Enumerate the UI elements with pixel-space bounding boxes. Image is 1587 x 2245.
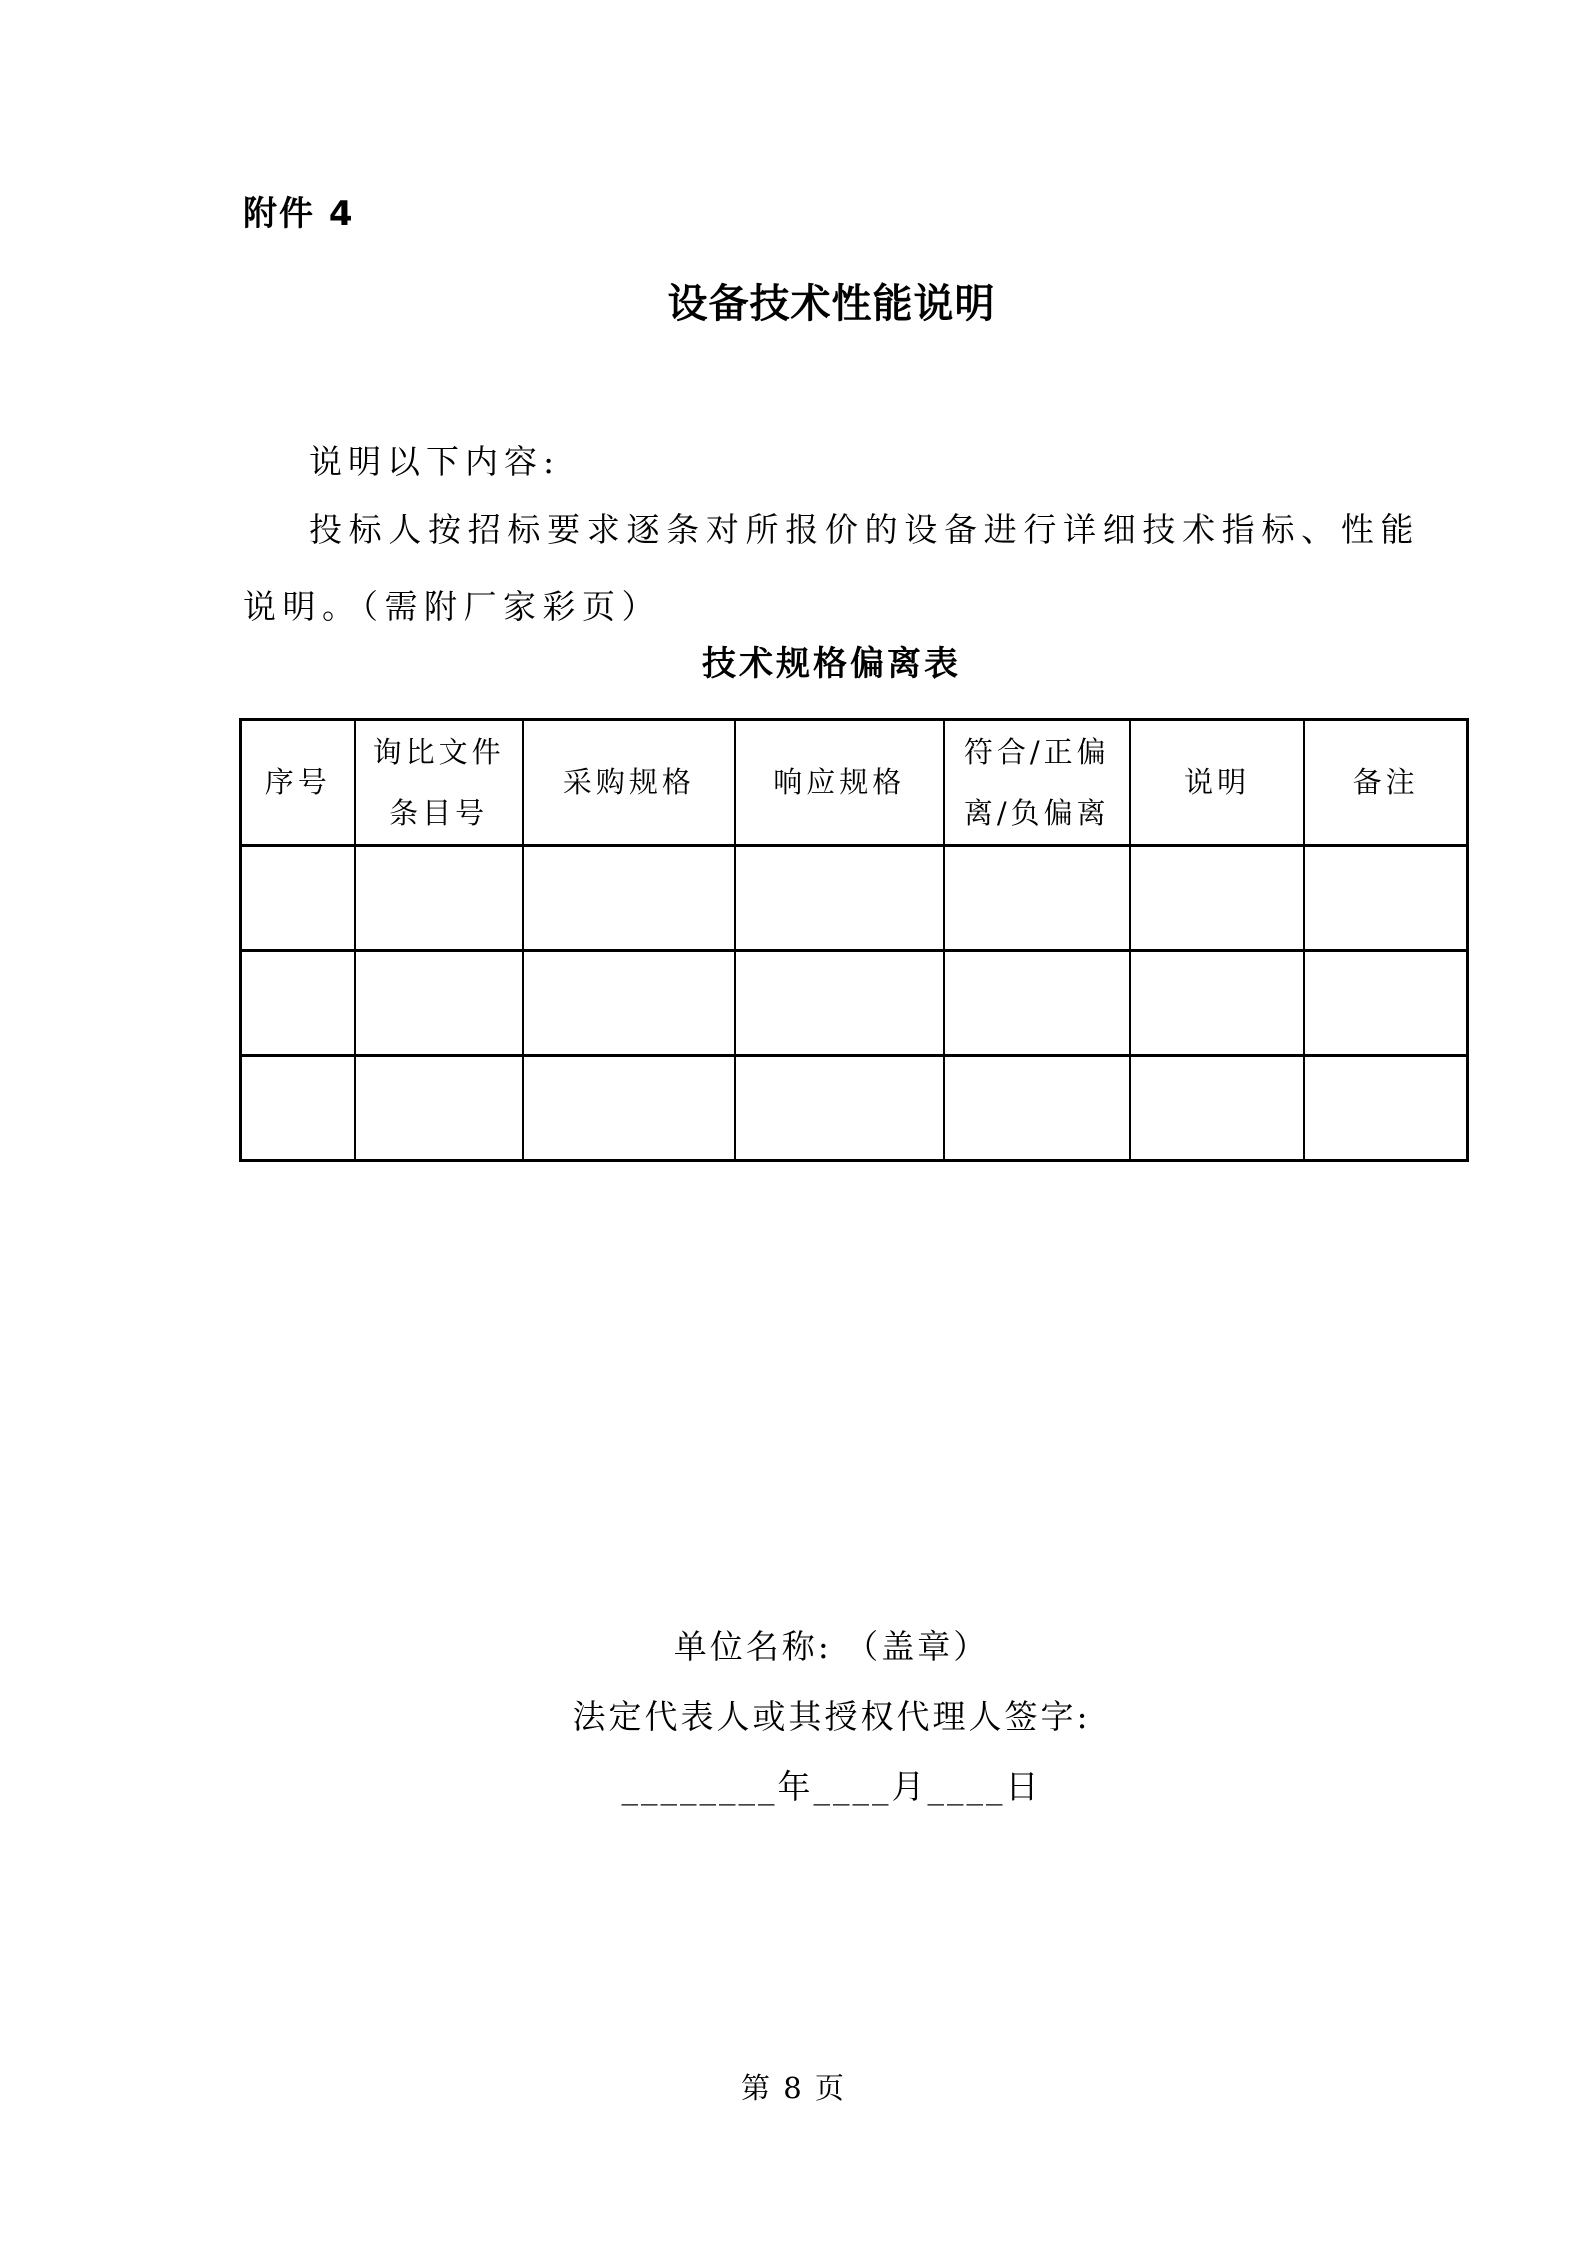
col-header-label: 序号 bbox=[264, 765, 331, 800]
table-cell bbox=[735, 846, 944, 951]
col-header-label: 条目号 bbox=[389, 795, 489, 830]
table-title: 技术规格偏离表 bbox=[702, 644, 961, 684]
intro-heading: 说明以下内容: bbox=[309, 442, 561, 481]
page-title: 设备技术性能说明 bbox=[667, 281, 996, 327]
deviation-table-body bbox=[241, 846, 1468, 1161]
table-cell bbox=[944, 1056, 1131, 1161]
deviation-table bbox=[239, 718, 1469, 1162]
col-header-inquiry-item-number bbox=[355, 720, 523, 846]
unit-name-line: 单位名称: （盖章） bbox=[673, 1627, 990, 1666]
table-cell bbox=[523, 1056, 735, 1161]
table-cell bbox=[1130, 1056, 1304, 1161]
header-row bbox=[241, 720, 1468, 846]
table-row bbox=[241, 951, 1468, 1056]
col-header-label: 响应规格 bbox=[773, 765, 906, 800]
table-cell bbox=[735, 951, 944, 1056]
table-cell bbox=[241, 951, 355, 1056]
col-header-response-spec bbox=[735, 720, 944, 846]
table-cell bbox=[1304, 951, 1467, 1056]
table-cell bbox=[355, 846, 523, 951]
col-header-serial-number bbox=[241, 720, 355, 846]
col-header-label: 符合/正偏 bbox=[963, 734, 1110, 769]
table-cell bbox=[523, 846, 735, 951]
page-number: 第 8 页 bbox=[741, 2071, 846, 2105]
table-cell bbox=[944, 846, 1131, 951]
table-row bbox=[241, 1056, 1468, 1161]
col-header-label: 离/负偏离 bbox=[963, 795, 1110, 830]
table-cell bbox=[1130, 951, 1304, 1056]
table-cell bbox=[1304, 1056, 1467, 1161]
table-row bbox=[241, 846, 1468, 951]
table-cell bbox=[355, 951, 523, 1056]
table-cell bbox=[1130, 846, 1304, 951]
col-header-label: 备注 bbox=[1352, 765, 1419, 800]
table-cell bbox=[523, 951, 735, 1056]
attachment-label: 附件 4 bbox=[243, 194, 355, 234]
col-header-procurement-spec bbox=[523, 720, 735, 846]
table-cell bbox=[1304, 846, 1467, 951]
signature-block bbox=[243, 1612, 1420, 1822]
col-header-label: 询比文件 bbox=[372, 734, 505, 769]
table-cell bbox=[355, 1056, 523, 1161]
table-cell bbox=[735, 1056, 944, 1161]
col-header-label: 说明 bbox=[1184, 765, 1251, 800]
table-cell bbox=[241, 1056, 355, 1161]
date-line: ________年____月____日 bbox=[621, 1766, 1042, 1806]
col-header-remarks bbox=[1304, 720, 1467, 846]
table-cell bbox=[944, 951, 1131, 1056]
representative-signature-line: 法定代表人或其授权代理人签字: bbox=[572, 1696, 1091, 1736]
col-header-label: 采购规格 bbox=[562, 765, 695, 800]
col-header-deviation bbox=[944, 720, 1131, 846]
col-header-explanation bbox=[1130, 720, 1304, 846]
deviation-table-header bbox=[241, 720, 1468, 846]
table-cell bbox=[241, 846, 355, 951]
instruction-paragraph: 投标人按招标要求逐条对所报价的设备进行详细技术指标、性能说明。（需附厂家彩页） bbox=[243, 510, 1420, 626]
